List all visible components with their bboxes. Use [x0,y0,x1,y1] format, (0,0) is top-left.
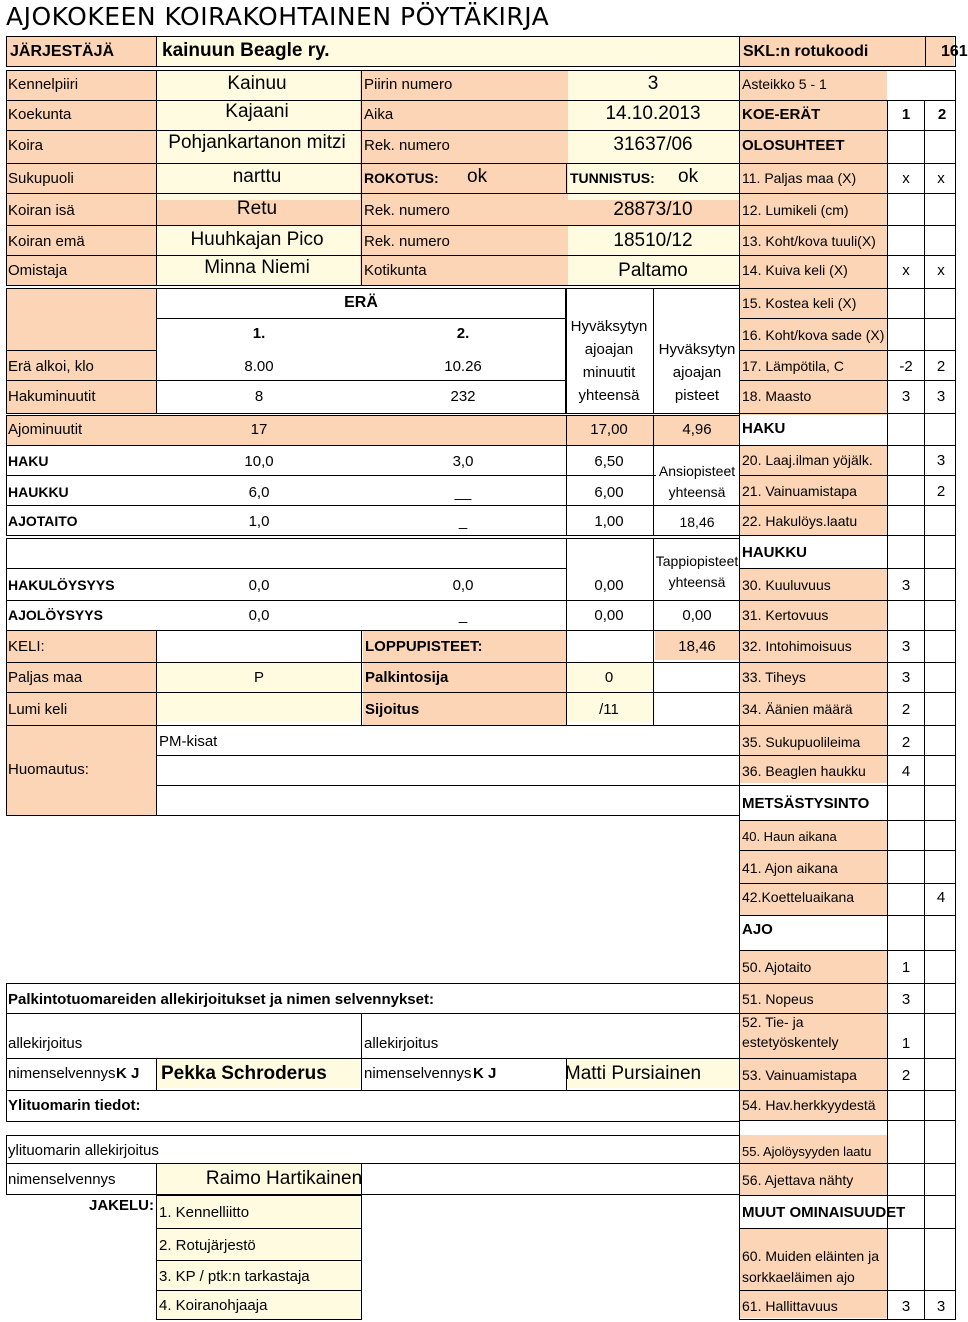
metsastysinto-heading: METSÄSTYSINTO [742,795,870,812]
r31-label: 31. Kertovuus [742,607,829,623]
ajoloys-tot: 0,00 [594,607,624,624]
hyv-pist-3: pisteet [674,387,720,404]
r42-label: 42.Koetteluaikana [742,889,855,905]
tappio-2: yhteensä [668,574,726,590]
r14-v1: x [902,262,910,279]
isa-rek-label: Rek. numero [364,202,450,219]
ajomin-1: 17 [250,421,268,438]
ylituomari-sign-label: ylituomarin allekirjoitus [8,1142,159,1159]
era-col-1: 1. [252,325,266,342]
ajoloys-2: _ [458,607,468,624]
era-col-2: 2. [456,325,470,342]
sukupuoli-value: narttu [232,166,282,187]
sijoitus-value: /11 [599,701,619,718]
kotikunta-value: Paltamo [618,260,688,281]
r32-v1: 3 [901,638,911,655]
muut-heading: MUUT OMINAISUUDET [742,1204,906,1221]
jakelu-2: 2. Rotujärjestö [159,1237,256,1254]
r21-label: 21. Vainuamistapa [742,483,857,499]
loppupisteet-value: 18,46 [678,638,716,655]
r35-v1: 2 [901,734,911,751]
r50-v1: 1 [901,959,911,976]
ema-value: Huuhkajan Pico [190,229,324,250]
r52-label-1: 52. Tie- ja [742,1014,804,1030]
skl-code: 161 [941,43,968,60]
jakelu-1: 1. Kennelliitto [159,1204,250,1221]
hakuloys-2: 0,0 [452,577,474,594]
aika-value: 14.10.2013 [605,103,701,124]
huomautus-label: Huomautus: [8,761,89,778]
skl-label: SKL:n rotukoodi [743,43,869,60]
rokotus-label: ROKOTUS: [364,170,439,186]
ema-rek-label: Rek. numero [364,233,450,250]
r17-label: 17. Lämpötila, C [742,358,844,374]
r18-label: 18. Maasto [742,388,812,404]
r60-label-1: 60. Muiden eläinten ja [742,1248,879,1264]
r50-label: 50. Ajotaito [742,959,812,975]
hyv-pist-2: ajoajan [672,364,722,381]
omistaja-value: Minna Niemi [204,257,310,278]
r12-label: 12. Lumikeli (cm) [742,202,849,218]
tappio-1: Tappiopisteet [655,553,739,569]
r61-v2: 3 [936,1298,946,1315]
organizer-value: kainuun Beagle ry. [162,40,330,61]
scores-table [6,445,740,536]
haku-2: 3,0 [452,453,474,470]
r53-label: 53. Vainuamistapa [742,1067,857,1083]
ema-rek-value: 18510/12 [613,230,693,251]
ajomin-pts: 4,96 [682,421,712,438]
paljas-label: Paljas maa [8,669,83,686]
allekirjoitus-1: allekirjoitus [8,1035,83,1052]
huomautus-table [6,725,740,816]
ajoloys-label: AJOLÖYSYYS [8,607,103,623]
isa-value: Retu [236,198,278,219]
keli-label: KELI: [8,638,45,655]
haukku-tot: 6,00 [594,484,624,501]
koira-rek-value: 31637/06 [613,134,693,155]
ema-label: Koiran emä [8,233,85,250]
loppupisteet-label: LOPPUPISTEET: [365,638,483,655]
hyv-min-3: minuutit [582,364,636,381]
r17-v2: 2 [936,358,946,375]
era-heading: ERÄ [344,294,378,311]
haukku-1: 6,0 [248,484,270,501]
r32-label: 32. Intohimoisuus [742,638,852,654]
hakumin-1: 8 [254,388,264,405]
hakuloys-tot: 0,00 [594,577,624,594]
hakumin-label: Hakuminuutit [8,388,96,405]
ajominuutit-row [6,415,740,446]
kj-1: K J [116,1065,140,1082]
hakumin-2: 232 [450,388,476,405]
koekunta-value: Kajaani [225,101,289,122]
r60-label-2: sorkkaeläimen ajo [742,1269,855,1285]
haku-heading: HAKU [742,420,786,437]
koe-erat-label: KOE-ERÄT [742,106,821,123]
r51-label: 51. Nopeus [742,991,814,1007]
ajotaito-label: AJOTAITO [8,513,78,529]
signatures-heading: Palkintotuomareiden allekirjoitukset ja nimen selvennykset: [8,991,434,1008]
hyv-min-4: yhteensä [578,387,640,404]
aika-label: Aika [364,106,394,123]
r17-v1: -2 [899,358,913,375]
kennelpiiri-label: Kennelpiiri [8,76,79,93]
r40-label: 40. Haun aikana [742,829,837,844]
r52-label-2: estetyöskentely [742,1034,839,1050]
r11-v1: x [902,170,910,187]
r30-v1: 3 [901,577,911,594]
r22-label: 22. Hakulöys.laatu [742,513,858,529]
kotikunta-label: Kotikunta [364,262,427,279]
r34-v1: 2 [901,701,911,718]
r20-label: 20. Laaj.ilman yöjälk. [742,452,873,468]
r33-label: 33. Tiheys [742,669,806,685]
asteikko: Asteikko 5 - 1 [742,76,827,92]
ajomin-tot: 17,00 [590,421,628,438]
alkoi-1: 8.00 [244,358,274,375]
hyv-pist-1: Hyväksytyn [658,341,736,358]
ylituomari-nimen-label: nimenselvennys [8,1171,116,1188]
ylituomari-value: Raimo Hartikainen [205,1168,363,1189]
tunnistus-value: ok [678,166,699,187]
r34-label: 34. Äänien määrä [742,701,853,717]
haku-1: 10,0 [244,453,274,470]
r54-label: 54. Hav.herkkyydestä [742,1097,876,1113]
alkoi-label: Erä alkoi, klo [8,358,94,375]
r52-v1: 1 [901,1035,911,1052]
r53-v1: 2 [901,1067,911,1084]
allekirjoitus-2: allekirjoitus [364,1035,439,1052]
olosuhteet-heading: OLOSUHTEET [742,137,845,154]
sukupuoli-label: Sukupuoli [8,170,74,187]
ajotaito-1: 1,0 [248,513,270,530]
organizer-label: JÄRJESTÄJÄ [10,43,115,60]
tunnistus-label: TUNNISTUS: [570,170,655,186]
r20-v2: 3 [936,452,946,469]
r51-v1: 3 [901,991,911,1008]
r36-label: 36. Beaglen haukku [742,763,866,779]
r61-label: 61. Hallittavuus [742,1298,838,1314]
hyv-min-2: ajoajan [584,341,634,358]
koekunta-label: Koekunta [8,106,72,123]
r36-v1: 4 [901,763,911,780]
r35-label: 35. Sukupuolileima [742,734,861,750]
r14-v2: x [937,262,945,279]
r13-label: 13. Koht/kova tuuli(X) [742,233,876,249]
hyv-min-1: Hyväksytyn [570,318,648,335]
page-title: AJOKOKEEN KOIRAKOHTAINEN PÖYTÄKIRJA [6,2,550,31]
ajo-heading: AJO [742,921,773,938]
tappio-table [6,538,740,631]
r30-label: 30. Kuuluvuus [742,577,831,593]
kj-2: K J [473,1065,497,1082]
ansio-1: Ansiopisteet [658,463,736,479]
r16-label: 16. Koht/kova sade (X) [742,327,885,343]
jakelu-label: JAKELU: [89,1197,155,1214]
r41-label: 41. Ajon aikana [742,860,838,876]
omistaja-label: Omistaja [8,262,68,279]
nimen-label-1: nimenselvennys [8,1065,116,1082]
jakelu-4: 4. Koiranohjaaja [159,1297,268,1314]
ajoloys-1: 0,0 [248,607,270,624]
ansio-tot: 18,46 [679,514,715,530]
r42-v2: 4 [936,889,946,906]
isa-rek-value: 28873/10 [613,199,693,220]
hakuloys-label: HAKULÖYSYYS [8,577,115,593]
nimen-label-2: nimenselvennys [364,1065,472,1082]
haku-label: HAKU [8,453,49,469]
r15-label: 15. Kostea keli (X) [742,295,857,311]
haukku-heading: HAUKKU [742,544,807,561]
koe-erat-1: 1 [901,106,911,123]
judge2-value: Matti Pursiainen [564,1063,702,1084]
ajotaito-tot: 1,00 [594,513,624,530]
sijoitus-label: Sijoitus [365,701,420,718]
ajomin-label: Ajominuutit [8,421,83,438]
jakelu-3: 3. KP / ptk:n tarkastaja [159,1268,310,1285]
koira-rek-label: Rek. numero [364,137,450,154]
ylituomari-heading: Ylituomarin tiedot: [8,1097,141,1114]
huomautus-value: PM-kisat [159,733,218,750]
alkoi-2: 10.26 [444,358,482,375]
piirin-numero-value: 3 [647,73,659,94]
haukku-label: HAUKKU [8,484,69,500]
r14-label: 14. Kuiva keli (X) [742,262,848,278]
judge1-value: Pekka Schroderus [161,1063,327,1084]
haukku-2: __ [454,484,472,501]
r21-v2: 2 [936,483,946,500]
r11-v2: x [937,170,945,187]
lumi-label: Lumi keli [8,701,68,718]
r18-v2: 3 [936,388,946,405]
r11-label: 11. Paljas maa (X) [742,170,857,186]
haku-tot: 6,50 [594,453,624,470]
r55-label: 55. Ajolöysyyden laatu [742,1144,872,1159]
koira-value: Pohjankartanon mitzi [168,132,346,153]
isa-label: Koiran isä [8,202,75,219]
rokotus-value: ok [467,166,488,187]
kennelpiiri-value: Kainuu [227,73,287,94]
koira-label: Koira [8,137,44,154]
palkintosija-label: Palkintosija [365,669,449,686]
r56-label: 56. Ajettava nähty [742,1172,854,1188]
piirin-numero-label: Piirin numero [364,76,453,93]
tappio-tot: 0,00 [682,607,712,624]
r61-v1: 3 [901,1298,911,1315]
hakuloys-1: 0,0 [248,577,270,594]
ajotaito-2: _ [458,513,468,530]
r18-v1: 3 [901,388,911,405]
koe-erat-2: 2 [937,106,947,123]
paljas-value: P [253,669,265,686]
palkintosija-value: 0 [604,669,614,686]
ansio-2: yhteensä [668,484,726,500]
r33-v1: 3 [901,669,911,686]
